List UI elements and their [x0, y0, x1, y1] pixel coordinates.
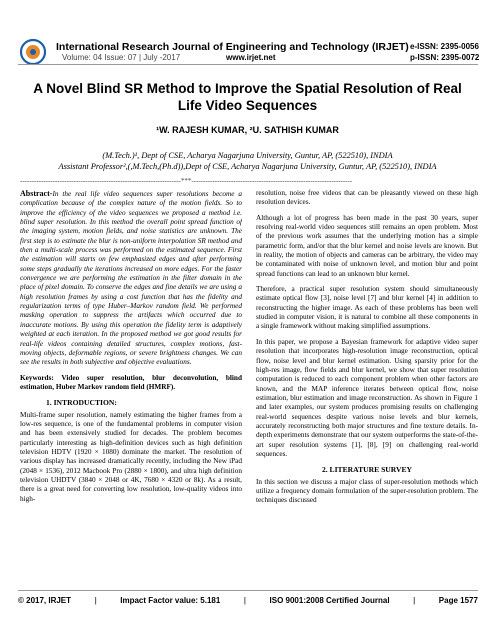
affiliation-2: Assistant Professor²,(,M.Tech,(Ph.d)),Dept of CSE, Acharya Nagarjuna University, Guntur, AP, (522510), INDIA	[58, 162, 437, 171]
introduction-heading: 1. INTRODUCTION:	[46, 398, 117, 408]
right-column	[256, 189, 478, 587]
body-paragraph-1: resolution, noise free videos that can be pleasantly viewed on these high resolution devices.	[256, 189, 478, 207]
paper-title: A Novel Blind SR Method to Improve the Spatial Resolution of Real Life Video Sequences	[33, 81, 462, 113]
abstract-label: Abstract-	[20, 189, 53, 198]
keywords: Keywords: Video super resolution, blur deconvolution, blind estimation, Huber Markov random field (HMRF).	[20, 373, 242, 391]
body-paragraph-4: In this paper, we propose a Bayesian framework for adaptive video super resolution that incorporates high-resolution image reconstruction, optical flow, noise level and blur kernel estimation. Using sparsity prior for the high-res image, flow fields and blur kernel, we show that super resolution computation is reduced to each component problem when other factors are known, and the MAP inference iterates between optical flow, noise estimation, blur estimation and image reconstruction. As shown in Figure 1 and later examples, our system produces promising results on challenging real-world sequences despite various noise levels and blur kernels, accurately reconstructing both major structures and fine texture details. In-depth experiments demonstrate that our system outperforms the state-of-the-art super resolution systems [1], [8], [9] on challenging real-world sequences.	[256, 337, 478, 458]
footer-iso: ISO 9001:2008 Certified Journal	[269, 596, 390, 605]
footer-separator: |	[413, 596, 416, 605]
left-column	[20, 189, 242, 587]
literature-survey-heading: 2. LITERATURE SURVEY	[321, 465, 413, 475]
body-paragraph-2: Although a lot of progress has been made in the past 30 years, super resolving real-world video sequences still remains an open problem. Most of the previous work assumes that the underlying motion has a simple parametric form, and/or that the blur kernel and noise levels are known. But in reality, the motion of objects and cameras can be arbitrary, the video may be contaminated with noise of unknown level, and motion blur and point spread functions can lead to an unknown blur kernel.	[256, 213, 478, 278]
journal-header	[0, 0, 495, 62]
abstract-paragraph	[20, 189, 242, 368]
footer-divider	[18, 590, 478, 591]
body-paragraph-5: In this section we discuss a major class of super-resolution methods which utilize a frequency domain formulation of the super-resolution problem. The techniques discussed	[256, 477, 478, 505]
volume-issue: Volume: 04 Issue: 07 | July -2017	[62, 53, 181, 62]
journal-logo-icon	[18, 38, 48, 66]
header-divider	[18, 64, 478, 65]
e-issn: e-ISSN: 2395-0056	[410, 42, 479, 51]
author-affiliations	[10, 150, 485, 172]
footer-copyright: © 2017, IRJET	[18, 596, 72, 605]
section-separator: ---------------------------------------------------------------------***---------------------------------------------------------------------	[20, 177, 353, 185]
p-issn: p-ISSN: 2395-0072	[410, 53, 480, 62]
journal-name: International Research Journal of Engineering and Technology (IRJET)	[56, 41, 409, 53]
page-footer	[18, 596, 478, 605]
footer-separator: |	[243, 596, 247, 605]
footer-separator: |	[94, 596, 97, 605]
affiliation-1: (M.Tech.)¹, Dept of CSE, Acharya Nagarjuna University, Guntur, AP, (522510), INDIA	[102, 151, 393, 160]
introduction-text: Multi-frame super resolution, namely estimating the higher frames from a low-res sequence, is one of the fundamental problems in computer vision and has been extensively studied for decades. The problem becomes particularly interesting as high-definition devices such as high definition television HDTV (1920 × 1080) dominate the market. The resolution of various display has increased dramatically recently, including the New iPad (2048 × 1536), 2012 Macbook Pro (2880 × 1800), and ultra high definition television UHDTV (3840 × 2048 or 4K, 7680 × 4320 or 8k). As a result, there is a great need for converting low resolution, low-quality videos into high-	[20, 410, 242, 503]
footer-page-number: Page 1577	[438, 596, 478, 605]
paper-authors: ¹W. RAJESH KUMAR, ²U. SATHISH KUMAR	[156, 125, 339, 135]
journal-website-link[interactable]: www.irjet.net	[226, 53, 276, 62]
body-paragraph-3: Therefore, a practical super resolution system should simultaneously estimate optical flow [3], noise level [7] and blur kernel [4] in addition to reconstructing the higher image. As each of these problems has been well studied in computer vision, it is natural to combine all these components in a single framework without making simplified assumptions.	[256, 285, 478, 331]
footer-impact-factor: Impact Factor value: 5.181	[120, 596, 221, 605]
abstract-text: In the real life video sequences super resolutions become a complication because of the complex nature of the motion fields. So to improve the efficiency of the video sequences we proposed a method i.e. blind super resolution. In this method the overall point spread function of the imaging system, motion fields, and noise statistics are unknown. The first step is to estimate the blur is non-uniform interpolation SR method and then a multi-scale process was performed on the estimated sequence. First the estimation will starts on few emphasized edges and after performing some steps gradually the iterations increased on more edges. For the faster convergence we are performing the estimation in the filter domain in the place of pixel domain. To conserve the edges and fine details we are using a high resolution frames by using a cost function that has the fidelity and regularization terms of type Huber–Markov random field. We performed masking operation to suppress the artifacts which occurred due to inaccurate motions. By using this operation the fidelity term is adaptively weighted at each iteration. In the proposed method we got good results for real-life videos containing detailed structures, complex motions, fast-moving objects, deformable regions, or severe brightness changes. We can see the results in both subjective and objective evaluations.	[20, 190, 242, 367]
